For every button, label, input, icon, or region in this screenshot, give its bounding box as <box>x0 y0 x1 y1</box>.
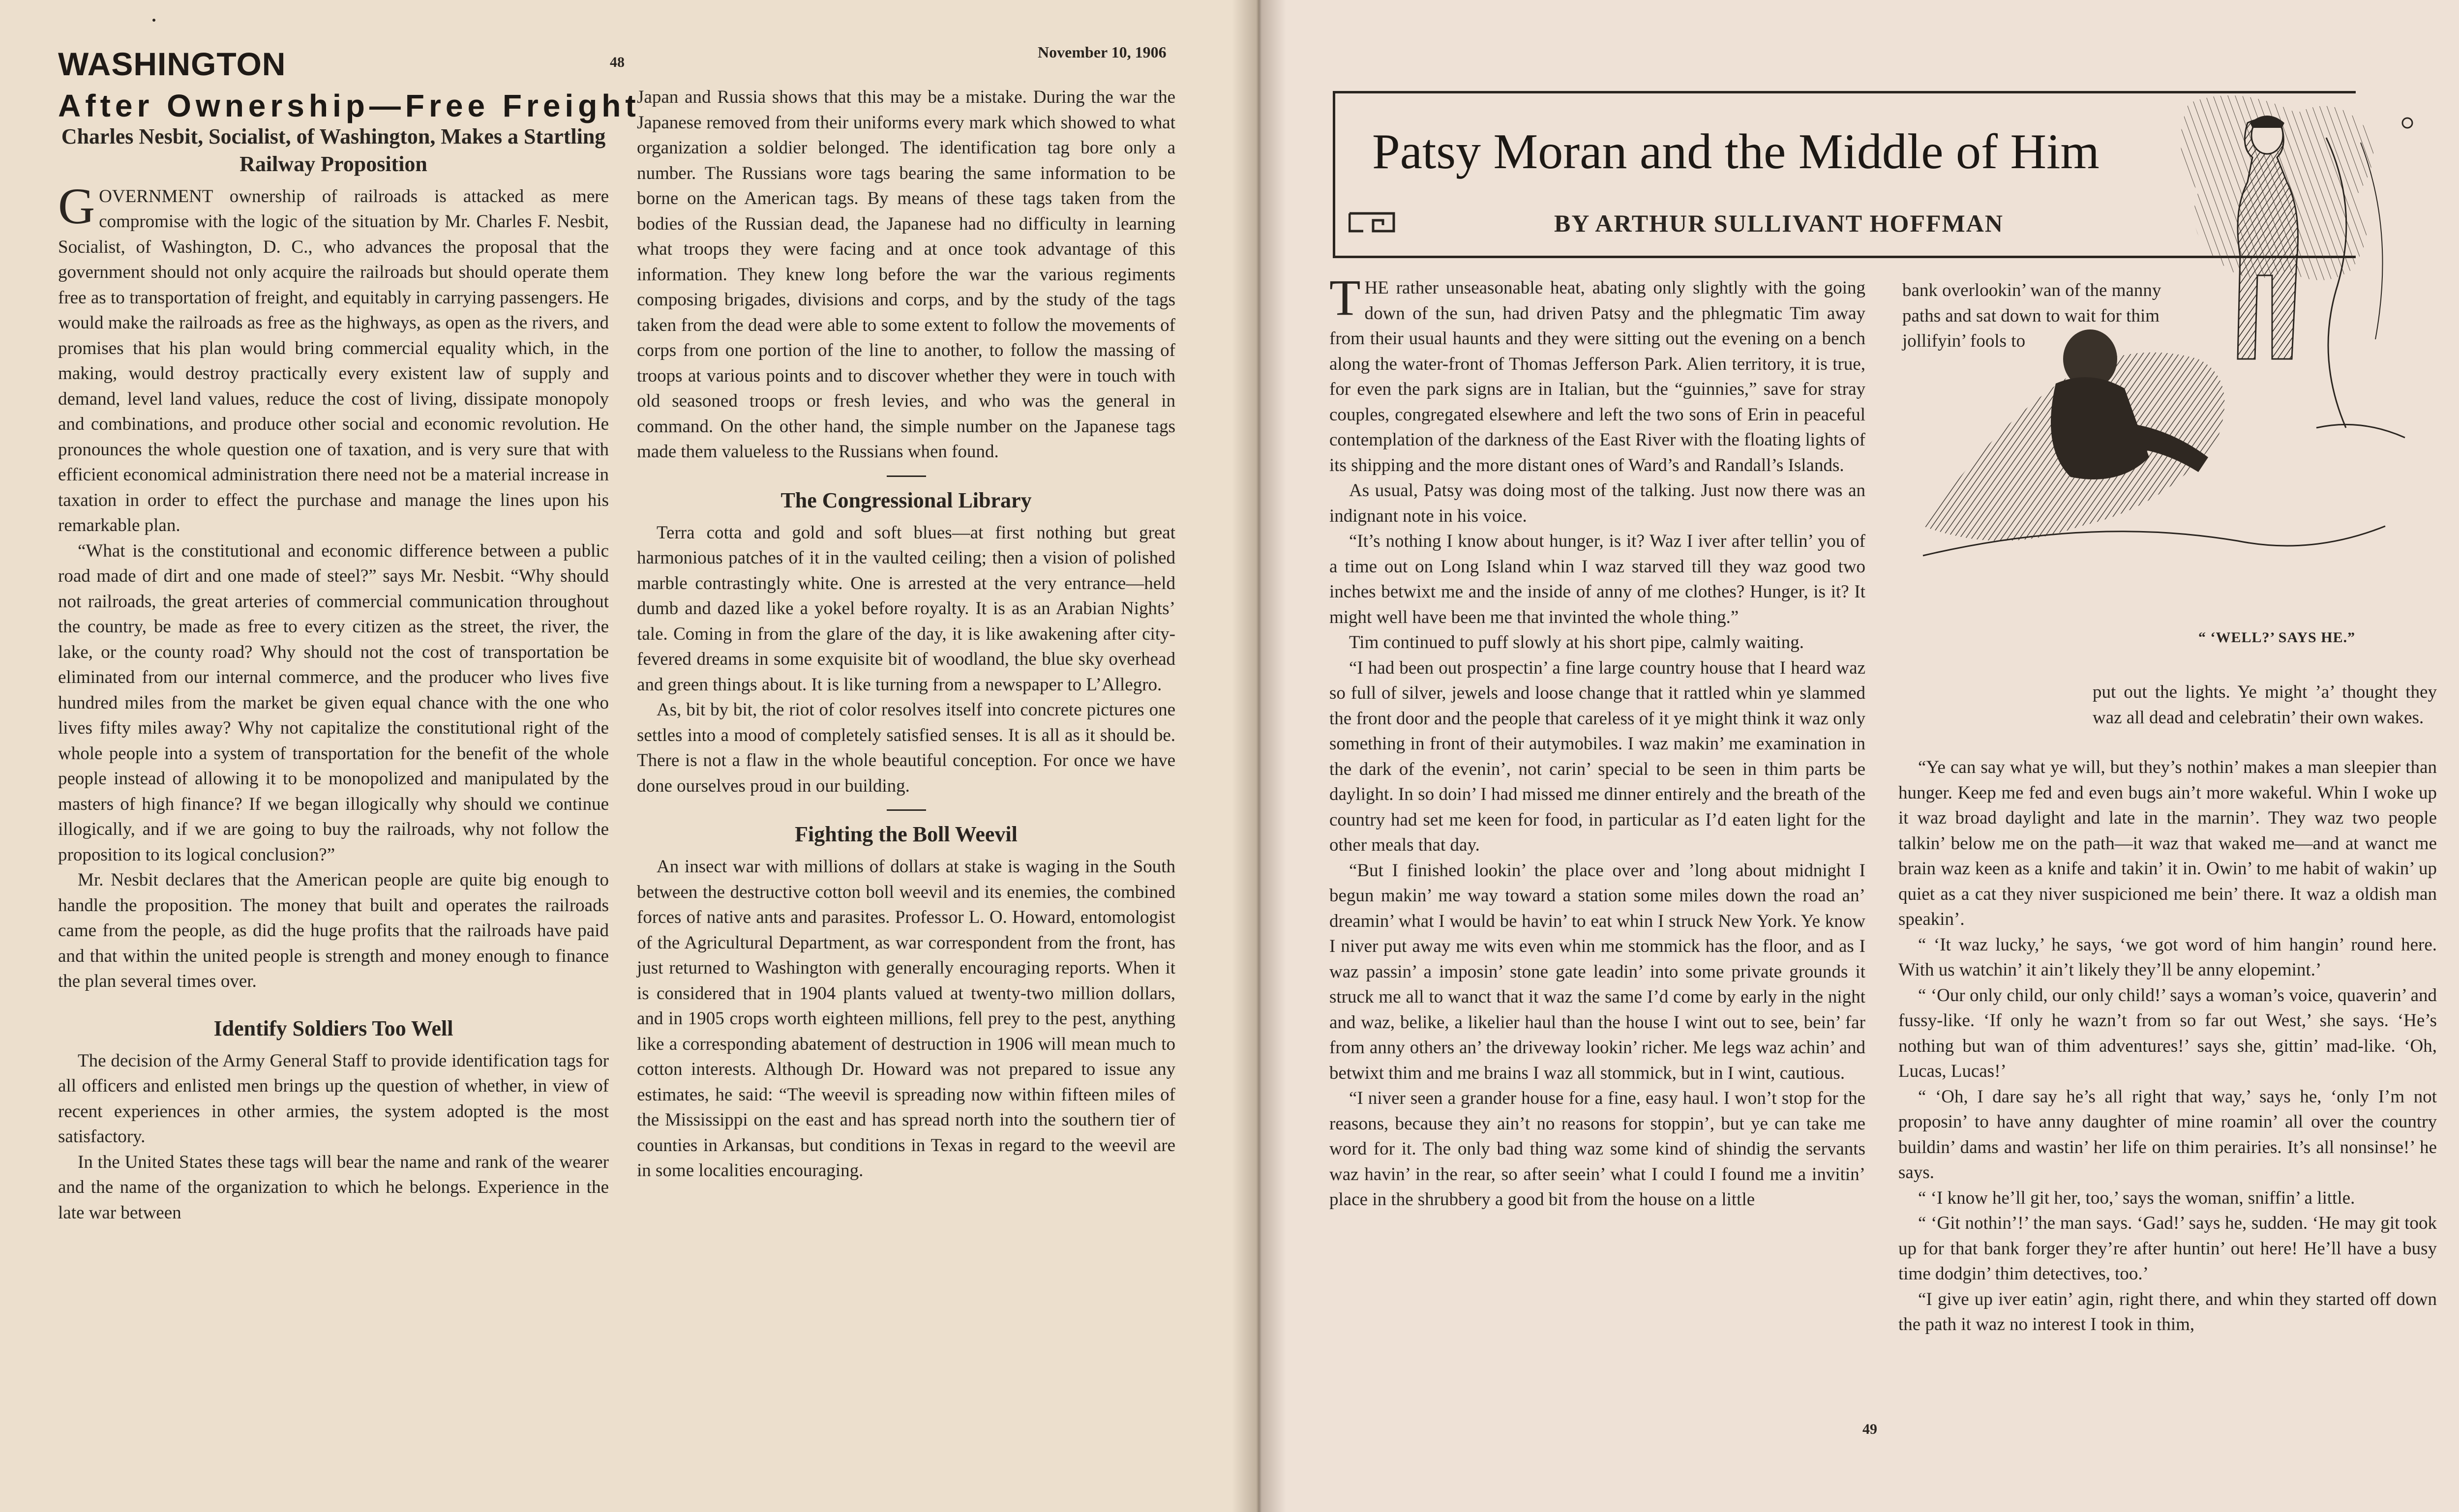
story-paragraph: As usual, Patsy was doing most of the talking. Just now there was an indignant note in his voice. <box>1329 480 1865 526</box>
story-byline: BY ARTHUR SULLIVANT HOFFMAN <box>1554 209 2004 237</box>
right-column-1 <box>1329 269 1865 1213</box>
article-title-soldiers: Identify Soldiers Too Well <box>213 1016 453 1040</box>
article-paragraph: In the United States these tags will bear the name and rank of the wearer and the name of the organization to which he belongs. Experience in the late war between <box>58 1152 609 1223</box>
article-paragraph: “What is the constitutional and economic difference between a public road made of dirt and one made of steel?” says Mr. Nesbit. “Why should not railroads, the great arteries of commercial communication throughout the country, be made as free to every citizen as the street, the river, the lake, or the county road? Why should not the cost of transportation be eliminated from our internal commerce, and the producer who lives five hundred miles from the market be given equal chance with the one who lives fifty miles away? Why not capitalize the constitutional right of the whole people into a system of transportation for the benefit of the whole people instead of allowing it to be monopolized and manipulated by the masters of high finance? If we began illogically why should we continue illogically, and if we are going to buy the railroads, why not follow the proposition to its logical conclusion?” <box>58 540 609 865</box>
story-paragraph: “I had been out prospectin’ a fine large country house that I heard waz so full of silver, jewels and loose change that it rattled whin ye slammed the front door and the people that careless of it ye might think it waz only something in front of their autymobiles. I waz makin’ me examination in the dark of the evenin’, not carin’ special to be seen in thim parts be daylight. In so doin’ I had missed me dinner entirely and the breath of the country had set me keen for food, in particular as I’d eaten light for the other meals that day. <box>1329 657 1865 855</box>
greek-key-ornament <box>1349 211 1395 233</box>
article-subtitle-railroads: Charles Nesbit, Socialist, of Washington, Makes a Startling Railway Proposition <box>61 124 606 176</box>
story-paragraph: “I give up iver eatin’ agin, right there, and whin they started off down the path it waz no interest I took in thim, <box>1898 1289 2437 1334</box>
drop-cap: T <box>1329 269 1361 326</box>
paper-speck <box>152 19 155 22</box>
issue-date: November 10, 1906 <box>1038 43 1167 61</box>
article-paragraph: As, bit by bit, the riot of color resolves itself into concrete pictures one settles into a mood of completely satisfied senses. It is all as it should be. There is not a flaw in the whole beautiful conception. For once we have done ourselves proud in our building. <box>637 700 1175 796</box>
article-paragraph: Japan and Russia shows that this may be a mistake. During the war the Japanese removed from their uniforms every mark which showed to what organization a soldier belonged. The identification tag bore only a number. The Russians wore tags bearing the same information to be borne on the American tags. By means of these tags taken from the bodies of the Russian dead, the Japanese had no difficulty in learning what troops they were facing and at once took advantage of this information. They knew long before the war the various regiments composing brigades, divisions and corps, and by the study of the tags taken from the dead were able to some extent to follow the movements of corps from one portion of the line to another, to follow the massing of troops at various points and to discover whether they were in touch with old seasoned troops or fresh levies, and who was the general in command. On the other hand, the simple number on the Japanese tags made them valueless to the Russians when found. <box>637 87 1175 462</box>
right-column-2-top <box>1902 278 2197 354</box>
article-paragraph: An insect war with millions of dollars at stake is waging in the South between the destructive cotton boll weevil and its enemies, the combined forces of native ants and parasites. Professor L. O. Howard, entomologist of the Agricultural Department, as war correspondent from the front, has just returned to Washington with generally encouraging reports. When it is considered that in 1904 plants valued at twenty-two million dollars, and in 1905 crops worth eighteen millions, fell prey to the pest, anything like a corresponding abatement of destruction in 1906 will mean much to cotton interests. Although Dr. Howard was not prepared to issue any estimates, he said: “The weevil is spreading now within fifteen miles of the Mississippi on the east and has spread north into the southern tier of counties in Arkansas, but conditions in Texas in regard to the weevil are in some localities encouraging. <box>637 857 1175 1181</box>
article-paragraph: Mr. Nesbit declares that the American people are quite big enough to handle the proposition. The money that built and operates the railroads came from the people, as did the huge profits that the railroads have paid and that within the united people is strength and money enough to finance the plan several times over. <box>58 870 609 991</box>
story-paragraph: “It’s nothing I know about hunger, is it? Waz I iver after tellin’ you of a time out on Long Island whin I waz starved till they waz good two inches betwixt me and the inside of anny of me clothes? Hunger, is it? It might well have been me that invinted the whole thing.” <box>1329 531 1865 627</box>
article-paragraph: Terra cotta and gold and soft blues—at first nothing but great harmonious patches of it in the vaulted ceiling; then a vision of polished marble contrastingly white. One is arrested at the very entrance—held dumb and dazed like a yokel before royalty. It is as an Arabian Nights’ tale. Coming in from the glare of the day, it is like awakening after city-fevered dreams in some exquisite bit of woodland, the blue sky overhead and green things about. It is like turning from a newspaper to L’Allegro. <box>637 522 1175 695</box>
story-paragraph: bank overlookin’ wan of the manny paths and sat down to wait for thim jollifyin’ fools to <box>1902 280 2161 351</box>
story-paragraph: “ ‘Our only child, our only child!’ says a woman’s voice, quaverin’ and fussy-like. ‘If only he wazn’t from so far out West,’ she says. ‘He’s nothing but wan of thim adventures!’ says she, gittin’ mad-like. ‘Oh, Lucas, Lucas!’ <box>1898 985 2437 1081</box>
story-paragraph: “I niver seen a grander house for a fine, easy haul. I won’t stop for the reasons, because they ain’t no reasons for stoppin’, but ye can take me word for it. The only bad thing waz some kind of shindig the servants waz havin’ in the rear, so after seein’ what I could I found me a invitin’ place in the shrubbery a good bit from the house on a little <box>1329 1088 1865 1210</box>
article-paragraph: GOVERNMENT ownership of railroads is attacked as mere compromise with the logic of the situation by Mr. Charles F. Nesbit, Socialist, of Washington, D. C., who advances the proposal that the government should not only acquire the railroads but should operate them free as to transportation of freight, and equitably in carrying passengers. He would make the railroads as free as the highways, as open as the rivers, and promises that his plan would bring commercial equality which, in the making, would destroy practically every existent law of supply and demand, level land values, reduce the cost of living, dissipate monopoly and combinations, and produce other social and economic revolution. He pronounces the whole question one of taxation, and is very sure that with efficient economical administration there need not be a material increase in taxation in order to effect the purchase and manage the lines upon his remarkable plan. <box>58 178 609 535</box>
article-title-railroads: After Ownership—Free Freight <box>58 88 640 123</box>
article-title-weevil: Fighting the Boll Weevil <box>795 822 1018 846</box>
section-divider <box>887 809 926 811</box>
story-title: Patsy Moran and the Middle of Him <box>1372 124 2099 179</box>
story-paragraph: “ ‘Oh, I dare say he’s all right that way,’ says he, ‘only I’m not proposin’ to have anny daughter of mine roamin’ all over the country buildin’ dams and wastin’ her life on thim perairies. It’s all nonsinse!’ he says. <box>1898 1086 2437 1183</box>
story-paragraph: “ ‘It waz lucky,’ he says, ‘we got word of him hangin’ round here. With us watchin’ it ain’t likely they’ll be anny elopemint.’ <box>1898 934 2437 980</box>
left-column-2 <box>637 85 1175 1184</box>
right-column-2 <box>1898 755 2437 1337</box>
story-paragraph: Tim continued to puff slowly at his short pipe, calmly waiting. <box>1349 632 1804 652</box>
illustration-caption: “ ‘WELL?’ SAYS HE.” <box>2198 629 2356 646</box>
right-column-2-cont <box>2093 680 2437 730</box>
story-paragraph: THE rather unseasonable heat, abating only slightly with the going down of the sun, had driven Patsy and the phlegmatic Tim away from their usual haunts and they were sitting out the evening on a bench along the water-front of Thomas Jefferson Park. Alien territory, it is true, for even the park signs are in Italian, but the “guinnies,” save for stray couples, congregated elsewhere and left the two sons of Erin in peaceful contemplation of the darkness of the East River with the floating lights of its shipping and the more distant ones of Ward’s and Randall’s Islands. <box>1329 269 1865 475</box>
section-divider <box>887 475 926 477</box>
story-paragraph: “ ‘Git nothin’!’ the man says. ‘Gad!’ says he, sudden. ‘He may git took up for that bank forger they’re after huntin’ out here! He’ll have a busy time dodgin’ thim detectives, too.’ <box>1898 1213 2437 1284</box>
article-title-library: The Congressional Library <box>780 488 1032 512</box>
page-number-left: 48 <box>610 54 625 70</box>
story-paragraph: “Ye can say what ye will, but they’s nothin’ makes a man sleepier than hunger. Keep me fed and even bugs ain’t more wakeful. Whin I woke up it waz broad daylight and late in the marnin’. They waz two people talkin’ below me on the path—it waz that waked me—and at wanct me brain waz keen as a knife and takin’ it in. Owin’ to me habit of wakin’ up quiet as a cat they niver suspicioned me bein’ there. It waz a oldish man speakin’. <box>1898 757 2437 929</box>
story-paragraph: “ ‘I know he’ll git her, too,’ says the woman, sniffin’ a little. <box>1918 1187 2355 1208</box>
left-column-1 <box>58 88 640 1225</box>
story-paragraph: “But I finished lookin’ the place over and ’long about midnight I begun makin’ me way toward a station some miles down the road an’ dreamin’ what I would be havin’ to eat whin I struck New York. Ye know I niver put away me wits even whin me stommick has the floor, and as I waz passin’ a imposin’ stone gate leadin’ into some private grounds it struck me all to wanct that it waz the same I’d come by early in the night and waz, belike, a likelier haul than the house I wint out to see, bein’ far from anny others an’ the driveway lookin’ richer. Me legs waz achin’ and betwixt thim and me brains I waz all stommick, but in I wint, cautious. <box>1329 860 1865 1083</box>
story-paragraph: put out the lights. Ye might ’a’ thought they waz all dead and celebratin’ their own wakes. <box>2093 682 2437 728</box>
running-title: WASHINGTON <box>58 46 286 82</box>
article-paragraph: The decision of the Army General Staff to provide identification tags for all officers and enlisted men brings up the question of whether, in view of recent experiences in other armies, the system adopted is the most satisfactory. <box>58 1050 609 1147</box>
drop-cap: G <box>58 178 95 235</box>
page-number-right: 49 <box>1862 1421 1877 1437</box>
